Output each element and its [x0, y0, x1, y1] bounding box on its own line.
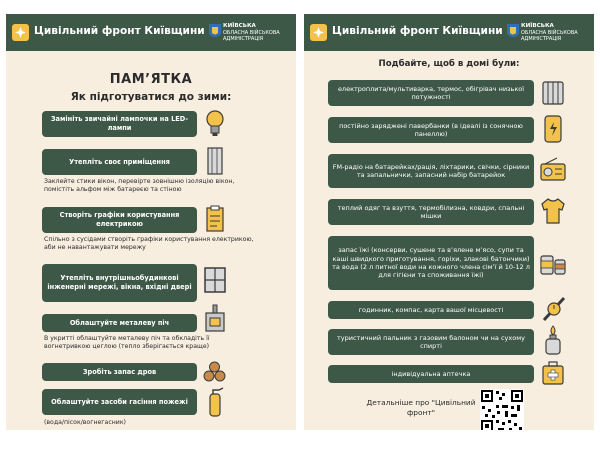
- tip-insulate-note: Заклейте стики вікон, перевірте зовнішню ізоляцію вікон, помістіть альфом між батареєю та стіною: [44, 178, 235, 194]
- header: [6, 14, 296, 51]
- qr-code-icon[interactable]: [480, 389, 524, 430]
- tip-insulate-networks: Утепліть внутрішньобудинкові інженерні мережі, вікна, вхідні двері: [42, 264, 197, 302]
- admin-line-3: АДМІНІСТРАЦІЯ: [223, 36, 264, 42]
- supply-radio-lights: FM-радіо на батарейках/рація, ліхтарики, свічки, сірники та запальнички, запасний набір батарейок: [328, 154, 534, 188]
- supply-appliances: електроплита/мультиварка, термос, обігрівач низької потужності: [328, 80, 534, 106]
- fire-extinguisher-icon: [204, 386, 226, 418]
- tip-fire-safety-note: (вода/пісок/вогнегасник): [44, 419, 126, 426]
- admin-line-2: ОБЛАСНА ВІЙСЬКОВА: [223, 30, 280, 36]
- admin-line-3: АДМІНІСТРАЦІЯ: [521, 36, 562, 42]
- header: [304, 14, 594, 51]
- radio-icon: [539, 157, 567, 183]
- right-poster: [304, 14, 594, 430]
- coat-of-arms-icon: [209, 24, 221, 40]
- admin-line-1: КИЇВСЬКА: [521, 23, 554, 29]
- tip-metal-stove-note: В укритті облаштуйте металеву піч та обкладіть її вогнетривкою цеглою (тепло зберігається краще): [44, 335, 210, 351]
- tip-led-lamps: Замініть звичайні лампочки на LED-лампи: [42, 111, 197, 137]
- metal-stove-icon: [204, 304, 226, 334]
- first-aid-kit-icon: [541, 360, 565, 386]
- more-info-text: Детальніше про "Цивільний фронт": [366, 398, 476, 417]
- tip-fire-safety: Облаштуйте засоби гасіння пожежі: [42, 389, 197, 415]
- tip-insulate-room: Утепліть своє приміщення: [42, 149, 197, 175]
- window-icon: [203, 266, 227, 294]
- firewood-icon: [202, 358, 228, 384]
- supply-watch-compass-map: годинник, компас, карта вашої місцевості: [328, 301, 534, 319]
- admin-line-2: ОБЛАСНА ВІЙСЬКОВА: [521, 30, 578, 36]
- left-poster: [6, 14, 296, 430]
- supply-warm-clothes: теплий одяг та взуття, термобілизна, ковдри, спальні мішки: [328, 199, 534, 225]
- schedule-clipboard-icon: [204, 204, 226, 234]
- memo-subtitle: Як підготуватися до зими:: [70, 91, 232, 103]
- insulation-roll-icon: [204, 146, 226, 176]
- tip-power-schedule: Створіть графіки користування електрикою: [42, 207, 197, 233]
- supply-power-banks: постійно заряджені павербанки (в ідеалі із сонячною панеллю): [328, 117, 534, 143]
- memo-title: ПАМ’ЯТКА: [109, 72, 193, 87]
- watch-icon: [541, 295, 567, 323]
- brand-title: Цивільний фронт Київщини: [34, 25, 205, 37]
- sweater-icon: [540, 196, 566, 226]
- tip-metal-stove: Облаштуйте металеву піч: [42, 314, 197, 332]
- canned-food-icon: [539, 248, 567, 278]
- coat-of-arms-icon: [507, 24, 519, 40]
- gas-burner-icon: [542, 324, 564, 356]
- heater-icon: [540, 78, 566, 108]
- civil-front-logo-icon: [310, 24, 327, 41]
- power-bank-icon: [542, 114, 564, 144]
- light-bulb-icon: [204, 109, 226, 139]
- supplies-subtitle: Подбайте, щоб в домі були:: [378, 59, 520, 69]
- supply-first-aid: індивідуальна аптечка: [328, 365, 534, 383]
- brand-title: Цивільний фронт Київщини: [332, 25, 503, 37]
- tip-firewood: Зробіть запас дров: [42, 363, 197, 381]
- supply-gas-burner: туристичний пальник з газовим балоном чи на сухому спирті: [328, 329, 534, 355]
- civil-front-logo-icon: [12, 24, 29, 41]
- admin-line-1: КИЇВСЬКА: [223, 23, 256, 29]
- tip-power-schedule-note: Спільно з сусідами створіть графіки користування електрикою, аби не навантажувати мережу: [44, 236, 254, 252]
- supply-food-water: запас їжі (консерви, сушене та в’ялене м’ясо, супи та каші швидкого приготування, горіхи, злакові батончики) та вода (2 л питної води на кожного члена сім’ї й 10-12 л для гігієни та споживання їжі): [328, 236, 534, 290]
